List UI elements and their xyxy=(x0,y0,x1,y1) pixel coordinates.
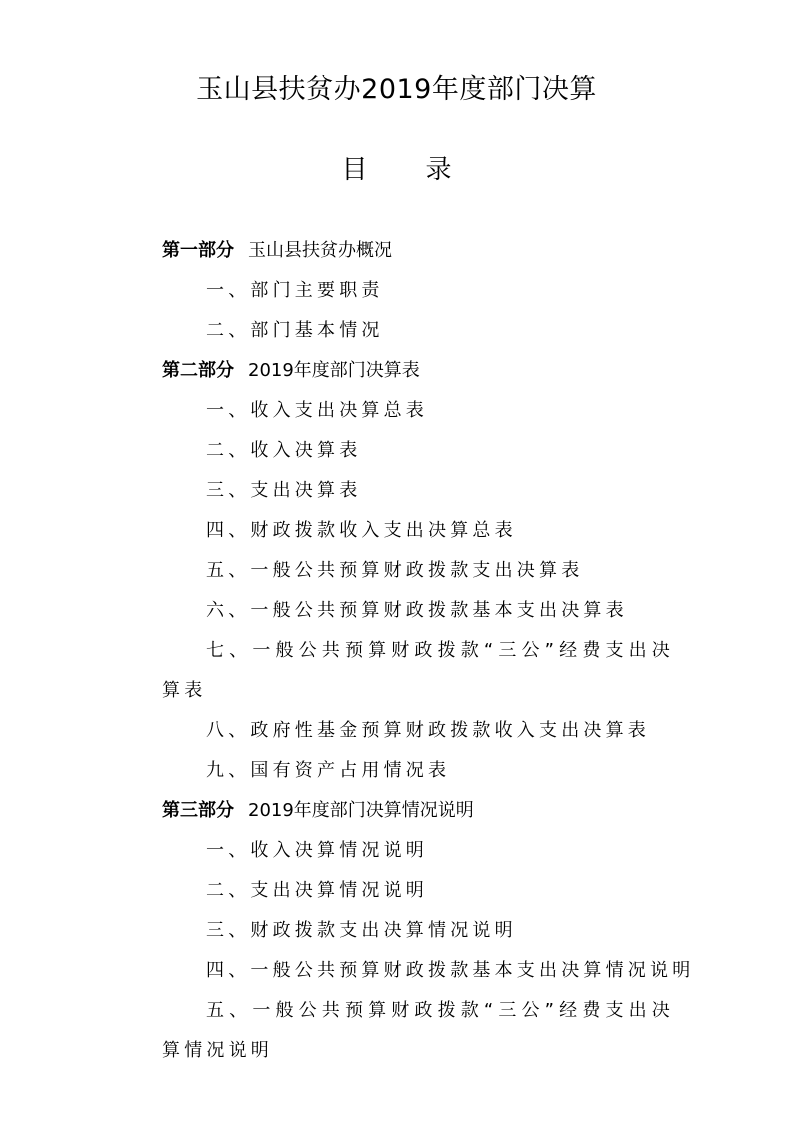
toc-item: 一、部门主要职责 xyxy=(206,280,384,301)
part-1-number: 第一部分 xyxy=(162,240,234,261)
toc-item: 二、支出决算情况说明 xyxy=(206,880,428,901)
toc-item: 七、一般公共预算财政拨款“三公”经费支出决算表 xyxy=(162,640,674,701)
toc-item: 四、财政拨款收入支出决算总表 xyxy=(206,520,517,541)
toc-item: 二、收入决算表 xyxy=(206,440,362,461)
toc-item: 六、一般公共预算财政拨款基本支出决算表 xyxy=(206,600,628,621)
toc-part-2 xyxy=(162,351,682,391)
part-1-name: 玉山县扶贫办概况 xyxy=(248,240,392,261)
toc-item: 五、一般公共预算财政拨款支出决算表 xyxy=(206,560,584,581)
toc-item: 八、政府性基金预算财政拨款收入支出决算表 xyxy=(206,720,650,741)
part-2-name: 2019年度部门决算表 xyxy=(248,360,420,381)
table-of-contents-heading xyxy=(0,152,793,188)
toc-item: 一、收入支出决算总表 xyxy=(206,400,428,421)
toc-item: 二、部门基本情况 xyxy=(206,320,384,341)
heading-char-left: 目 xyxy=(341,155,368,185)
part-2-number: 第二部分 xyxy=(162,360,234,381)
heading-char-right: 录 xyxy=(425,155,452,185)
toc-item: 三、财政拨款支出决算情况说明 xyxy=(206,920,517,941)
toc-part-1 xyxy=(162,231,682,271)
table-of-contents xyxy=(162,231,695,1071)
document-title: 玉山县扶贫办2019年度部门决算 xyxy=(196,74,597,105)
part-3-number: 第三部分 xyxy=(162,800,234,821)
toc-item: 五、一般公共预算财政拨款“三公”经费支出决算情况说明 xyxy=(162,1000,674,1061)
toc-item: 四、一般公共预算财政拨款基本支出决算情况说明 xyxy=(206,960,695,981)
toc-item: 三、支出决算表 xyxy=(206,480,362,501)
part-3-name: 2019年度部门决算情况说明 xyxy=(248,800,474,821)
toc-item: 九、国有资产占用情况表 xyxy=(206,760,451,781)
toc-part-3 xyxy=(162,791,682,831)
toc-item: 一、收入决算情况说明 xyxy=(206,840,428,861)
